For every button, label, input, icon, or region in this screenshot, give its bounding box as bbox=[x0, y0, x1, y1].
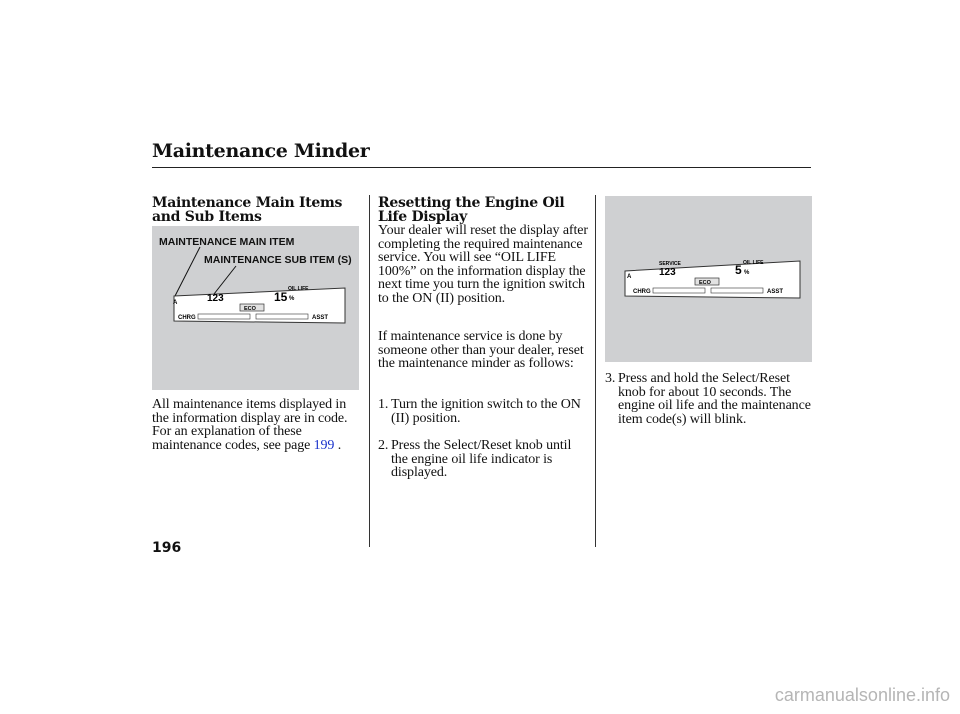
main-sub-items-heading: Maintenance Main Items and Sub Items bbox=[152, 195, 343, 225]
reset-oil-life-heading: Resetting the Engine Oil Life Display bbox=[378, 195, 565, 225]
service-label: SERVICE bbox=[659, 261, 681, 267]
self-reset-paragraph: If maintenance service is done by someone other than your dealer, reset the maintenance minder as follows: bbox=[378, 329, 584, 372]
oil-life-value: 15 bbox=[274, 290, 288, 304]
step-1-number: 1. bbox=[378, 397, 389, 412]
column-divider-1 bbox=[369, 195, 370, 547]
step-2-text: Press the Select/Reset knob until the engine oil life indicator is displayed. bbox=[391, 438, 572, 481]
step-3-number: 3. bbox=[605, 371, 616, 386]
reset-display-diagram bbox=[605, 196, 812, 362]
codes-paragraph bbox=[152, 398, 360, 452]
percent-sign: % bbox=[289, 296, 295, 302]
main-item-leader bbox=[175, 247, 200, 296]
asst-label: ASST bbox=[767, 289, 784, 295]
info-display-diagram bbox=[152, 226, 359, 390]
main-sub-items-figure bbox=[152, 226, 359, 390]
oil-life-label: OIL LIFE bbox=[743, 260, 764, 266]
eco-label: ECO bbox=[699, 280, 711, 286]
step-1 bbox=[378, 398, 588, 425]
asst-label: ASST bbox=[312, 315, 329, 321]
item-code-digits: 123 bbox=[659, 267, 676, 278]
watermark: carmanualsonline.info bbox=[774, 685, 950, 705]
step-2-number: 2. bbox=[378, 438, 389, 453]
a-label: A bbox=[173, 300, 178, 306]
section-title: Maintenance Minder bbox=[152, 140, 370, 162]
step-2 bbox=[378, 439, 588, 480]
eco-label: ECO bbox=[244, 306, 256, 312]
step-3 bbox=[605, 372, 815, 426]
sub-item-leader bbox=[214, 266, 236, 294]
main-item-label: MAINTENANCE MAIN ITEM bbox=[159, 236, 295, 248]
step-1-text: Turn the ignition switch to the ON (II) position. bbox=[391, 397, 581, 426]
oil-life-label: OIL LIFE bbox=[288, 286, 309, 292]
chrg-label: CHRG bbox=[633, 289, 651, 295]
reset-display-figure bbox=[605, 196, 812, 362]
codes-paragraph-end: . bbox=[337, 437, 342, 453]
sub-item-label: MAINTENANCE SUB ITEM (S) bbox=[204, 254, 352, 266]
step-3-text: Press and hold the Select/Reset knob for about 10 seconds. The engine oil life and the maintenance item code(s) will blink. bbox=[618, 371, 811, 427]
page-number: 196 bbox=[152, 540, 182, 556]
header-rule bbox=[152, 167, 811, 168]
oil-life-value: 5 bbox=[735, 263, 742, 277]
chrg-label: CHRG bbox=[178, 315, 196, 321]
column-divider-2 bbox=[595, 195, 596, 547]
percent-sign: % bbox=[744, 270, 750, 276]
dealer-reset-paragraph: Your dealer will reset the display after completing the required maintenance service. You will see “OIL LIFE 100%” on the information display the next time you turn the ignition switch to the ON (II) position. bbox=[378, 223, 588, 306]
codes-paragraph-text: All maintenance items displayed in the information display are in code. For an explanation of these maintenance codes, see page bbox=[152, 397, 348, 453]
page-reference-link[interactable]: 199 bbox=[313, 437, 335, 453]
item-code-digits: 123 bbox=[207, 293, 224, 304]
a-label: A bbox=[627, 274, 632, 280]
